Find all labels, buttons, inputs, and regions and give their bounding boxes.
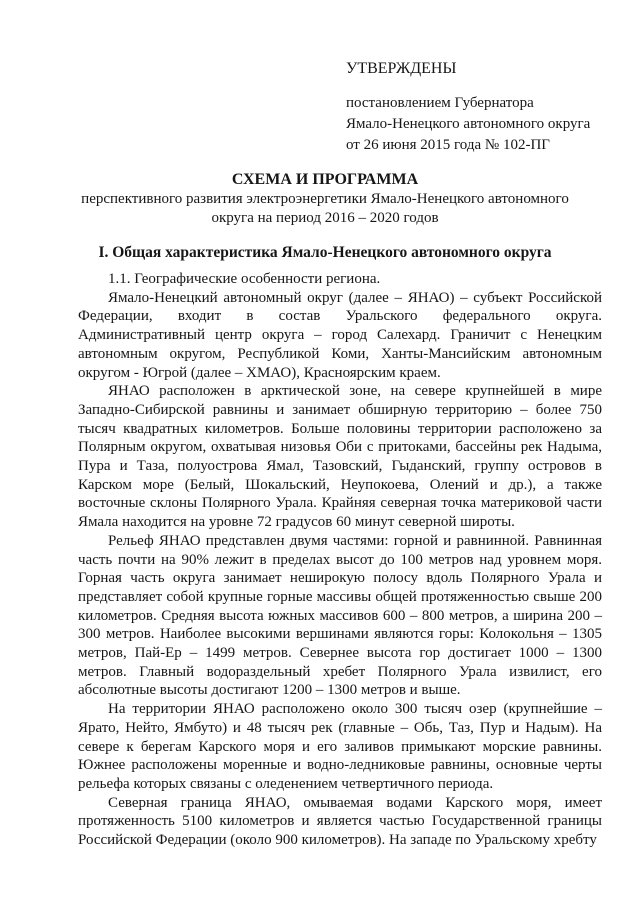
approval-line: Ямало-Ненецкого автономного округа [346,116,591,132]
document-title-block [40,170,610,228]
document-subtitle-line: перспективного развития электроэнергетики Ямало-Ненецкого автономного [81,191,569,207]
paragraph: На территории ЯНАО расположено около 300 тысяч озер (крупнейшие – Ярато, Нейто, Ямбуто) и 48 тысяч рек (главные – Обь, Таз, Пур и Надым). На севере к берегам Карского моря и его заливов примыкают морские равнины. Южнее расположены моренные и водно-ледниковые равнины, основные черты рельефа которых связаны с оледенением четвертичного периода. [78,701,602,792]
paragraph: Ямало-Ненецкий автономный округ (далее – ЯНАО) – субъект Российской Федерации, входит в состав Уральского федерального округа. Административный центр округа – город Салехард. Граничит с Ненецким автономным округом, Республикой Коми, Ханты-Мансийским автономным округом - Югрой (далее – ХМАО), Красноярским краем. [78,289,602,381]
document-subtitle-line: округа на период 2016 – 2020 годов [211,210,439,226]
paragraph: ЯНАО расположен в арктической зоне, на севере крупнейшей в мире Западно-Сибирской равнины и занимает обширную территорию – более 750 тысяч квадратных километров. Больше половины территории расположено за Полярным округом, охватывая низовья Оби с притоками, бассейны рек Надыма, Пура и Таза, полуострова Ямал, Тазовский, Гыданский, группу островов в Карском море (Белый, Шокальский, Неупокоева, Олений и др.), а также восточные склоны Полярного Урала. Крайняя северная точка материковой части Ямала находится на уровне 72 градусов 60 минут северной широты. [78,383,602,531]
paragraph: Северная граница ЯНАО, омываемая водами Карского моря, имеет протяженность 5100 километров и является частью Государственной границы Российской Федерации (около 900 километров). На западе по Уральскому хребту [78,794,602,849]
paragraph: Рельеф ЯНАО представлен двумя частями: горной и равнинной. Равнинная часть почти на 90% лежит в пределах высот до 100 метров над уровнем моря. Горная часть округа занимает неширокую полосу вдоль Полярного Урала и представляет собой крупные горные массивы общей протяженностью свыше 200 километров. Средняя высота южных массивов 600 – 800 метров, а ширина 200 – 300 метров. Наиболее высокими вершинами являются горы: Колокольня – 1305 метров, Пай-Ер – 1499 метров. Севернее высота гор достигает 1000 – 1300 метров. Главный водораздельный хребет Полярного Урала извилист, его абсолютные высоты достигают 1200 – 1300 метров и выше. [78,532,602,699]
section-heading: I. Общая характеристика Ямало-Ненецкого автономного округа [98,244,552,261]
document-title: СХЕМА И ПРОГРАММА [231,171,419,188]
approval-line: от 26 июня 2015 года № 102-ПГ [346,137,550,153]
approval-stamp [346,58,626,156]
approval-line: постановлением Губернатора [346,95,534,111]
approval-heading: УТВЕРЖДЕНЫ [346,60,457,77]
document-body [78,270,602,850]
paragraph: 1.1. Географические особенности региона. [108,271,381,287]
